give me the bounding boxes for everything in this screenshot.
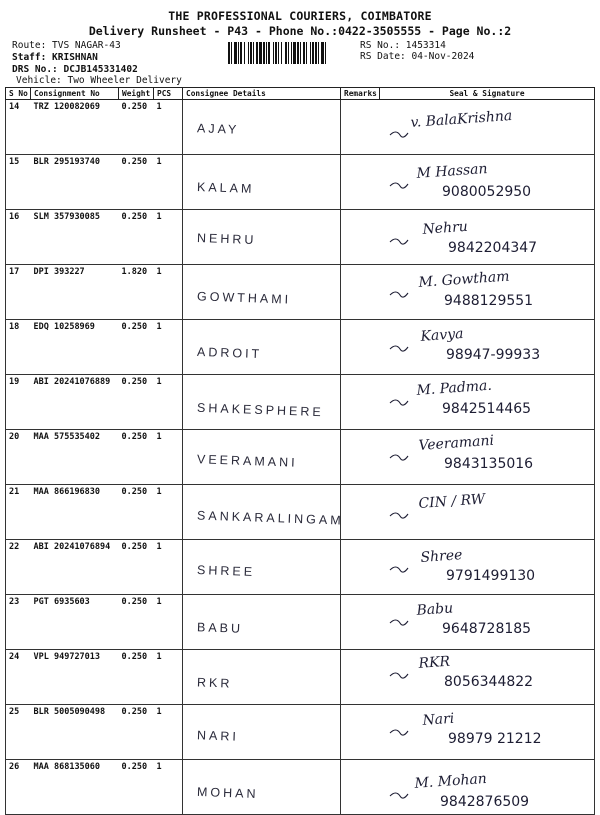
signature-text: M. Padma. [415,377,492,399]
row-consignee-name: SHREE [196,562,256,580]
signature-mark [386,766,596,812]
row-consignment-no: DPI 393227 [31,265,119,320]
table-row [6,210,595,265]
signature-mark [386,161,596,207]
row-consignment-no: ABI 20241076889 [31,375,119,430]
signature-text: M. Gowtham [417,268,510,291]
row-consignee-name: RKR [196,675,233,691]
row-weight: 1.820 [119,265,154,320]
signature-mark [386,432,596,482]
row-pcs: 1 [154,760,183,815]
row-consignee-cell [183,540,341,595]
signature-mark [386,601,596,647]
signature-mark [386,653,596,702]
row-sno: 24 [6,650,31,705]
row-consignee-name: AJAY [196,121,240,137]
row-consignee-name: ADROIT [196,344,263,362]
row-consignee-cell [183,650,341,705]
signature-text: Babu [415,600,454,619]
signature-phone: 98947-99933 [445,347,540,363]
row-weight: 0.250 [119,100,154,155]
row-consignment-no: PGT 6935603 [31,595,119,650]
row-weight: 0.250 [119,650,154,705]
signature-phone: 9843135016 [443,456,533,472]
signature-phone: 8056344822 [443,674,533,690]
rs-date: RS Date: 04-Nov-2024 [360,51,475,62]
signature-text: Veeramani [417,432,494,454]
row-sno: 19 [6,375,31,430]
row-remarks [341,430,380,485]
header-consignment: Consignment No [31,88,119,100]
row-remarks [341,705,380,760]
barcode [228,42,353,64]
row-pcs: 1 [154,375,183,430]
table-row [6,540,595,595]
row-sno: 18 [6,320,31,375]
row-consignee-cell [183,485,344,540]
row-consignee-name: SANKARALINGAM [196,508,344,528]
route-label: Route: TVS NAGAR-43 [12,40,121,51]
row-remarks [341,760,380,815]
row-signature-cell [380,760,595,815]
drs-number: DRS No.: DCJB145331402 [12,64,138,75]
signature-text: v. BalaKrishna [409,107,513,131]
barcode-bar [326,42,328,64]
row-consignment-no: VPL 949727013 [31,650,119,705]
signature-text: RKR [417,653,451,672]
signature-text: Nari [421,710,455,729]
table-row [6,100,595,155]
row-pcs: 1 [154,100,183,155]
staff-label: Staff: KRISHNAN [12,52,98,63]
row-weight: 0.250 [119,595,154,650]
table-row [6,485,595,540]
signature-mark [386,546,596,592]
row-pcs: 1 [154,430,183,485]
row-consignee-name: BABU [196,620,244,636]
row-remarks [341,375,380,430]
table-row [6,265,595,320]
row-signature-cell [380,320,595,375]
row-sno: 25 [6,705,31,760]
row-weight: 0.250 [119,705,154,760]
row-signature-cell [380,650,595,705]
signature-mark [386,326,596,372]
header-sno: S No [6,88,31,100]
row-weight: 0.250 [119,375,154,430]
signature-text: Nehru [421,218,468,238]
row-consignee-name: VEERAMANI [196,452,298,470]
row-consignment-no: TRZ 120082069 [31,100,119,155]
vehicle-label: Vehicle: Two Wheeler Delivery [16,75,182,86]
row-pcs: 1 [154,595,183,650]
row-pcs: 1 [154,485,183,540]
header-seal-signature: Seal & Signature [380,88,595,100]
row-remarks [341,100,380,155]
row-consignment-no: SLM 357930085 [31,210,119,265]
row-weight: 0.250 [119,430,154,485]
table-row [6,155,595,210]
signature-mark [386,711,596,757]
row-pcs: 1 [154,210,183,265]
table-header-row [6,88,595,100]
table-row [6,650,595,705]
row-sno: 15 [6,155,31,210]
row-consignee-name: NARI [196,728,240,744]
header-consignee: Consignee Details [183,88,341,100]
signature-text: Kavya [419,325,464,345]
row-consignment-no: MAA 868135060 [31,760,119,815]
signature-mark [386,377,596,427]
signature-phone: 98979 21212 [447,731,542,747]
row-weight: 0.250 [119,760,154,815]
rs-number: RS No.: 1453314 [360,40,446,51]
signature-text: M Hassan [415,160,488,182]
row-weight: 0.250 [119,485,154,540]
row-sno: 20 [6,430,31,485]
row-signature-cell [380,430,595,485]
row-remarks [341,595,380,650]
table-row [6,430,595,485]
company-title: THE PROFESSIONAL COURIERS, COIMBATORE [168,9,432,23]
row-sno: 17 [6,265,31,320]
signature-mark [386,216,596,262]
row-signature-cell [380,265,595,320]
row-remarks [341,540,380,595]
row-signature-cell [380,375,595,430]
row-remarks [341,320,380,375]
row-pcs: 1 [154,705,183,760]
row-signature-cell [380,210,595,265]
runsheet-subtitle: Delivery Runsheet - P43 - Phone No.:0422-3505555 - Page No.:2 [88,24,512,38]
signature-mark [386,106,596,152]
row-consignee-name: MOHAN [196,784,259,802]
signature-phone: 9791499130 [445,568,535,584]
signature-text: M. Mohan [413,770,487,792]
row-consignee-name: KALAM [196,180,255,196]
row-consignment-no: EDQ 10258969 [31,320,119,375]
signature-phone: 9648728185 [441,621,531,637]
row-consignee-cell [183,595,341,650]
signature-text: Shree [419,547,463,566]
signature-mark [386,491,596,537]
table-row [6,320,595,375]
row-sno: 23 [6,595,31,650]
table-row [6,705,595,760]
row-sno: 22 [6,540,31,595]
row-consignment-no: MAA 866196830 [31,485,119,540]
row-consignment-no: BLR 295193740 [31,155,119,210]
signature-phone: 9842204347 [447,240,537,256]
row-signature-cell [380,595,595,650]
row-sno: 14 [6,100,31,155]
row-sno: 26 [6,760,31,815]
row-weight: 0.250 [119,210,154,265]
signature-mark [386,268,596,317]
row-consignment-no: MAA 575535402 [31,430,119,485]
row-sno: 16 [6,210,31,265]
row-signature-cell [380,485,595,540]
row-pcs: 1 [154,320,183,375]
row-pcs: 1 [154,540,183,595]
row-signature-cell [380,100,595,155]
header-remarks: Remarks [341,88,380,100]
row-pcs: 1 [154,155,183,210]
row-consignee-cell [183,210,341,265]
row-remarks [341,650,380,705]
header-pcs: PCS [154,88,183,100]
row-consignee-cell [183,430,341,485]
row-pcs: 1 [154,265,183,320]
row-remarks [341,265,380,320]
row-consignee-cell [183,375,341,430]
runsheet-table [5,87,595,815]
row-consignment-no: BLR 5005090498 [31,705,119,760]
row-signature-cell [380,540,595,595]
row-consignment-no: ABI 20241076894 [31,540,119,595]
row-weight: 0.250 [119,320,154,375]
row-sno: 21 [6,485,31,540]
table-row [6,595,595,650]
row-consignee-cell [183,760,341,815]
row-consignee-name: SHAKESPHERE [196,400,324,420]
row-signature-cell [380,155,595,210]
row-remarks [341,155,380,210]
row-pcs: 1 [154,650,183,705]
row-weight: 0.250 [119,540,154,595]
row-weight: 0.250 [119,155,154,210]
row-consignee-cell [183,100,341,155]
signature-phone: 9842514465 [441,401,531,417]
signature-phone: 9488129551 [443,293,533,309]
signature-phone: 9080052950 [441,184,531,200]
row-consignee-cell [183,265,341,320]
row-consignee-name: NEHRU [196,230,257,248]
row-consignee-cell [183,155,341,210]
table-row [6,760,595,815]
table-row [6,375,595,430]
row-signature-cell [380,705,595,760]
row-remarks [341,485,380,540]
row-consignee-cell [183,320,341,375]
signature-phone: 9842876509 [439,794,529,810]
signature-text: CIN / RW [417,491,486,512]
row-remarks [341,210,380,265]
header-weight: Weight [119,88,154,100]
row-consignee-cell [183,705,341,760]
row-consignee-name: GOWTHAMI [196,289,292,307]
